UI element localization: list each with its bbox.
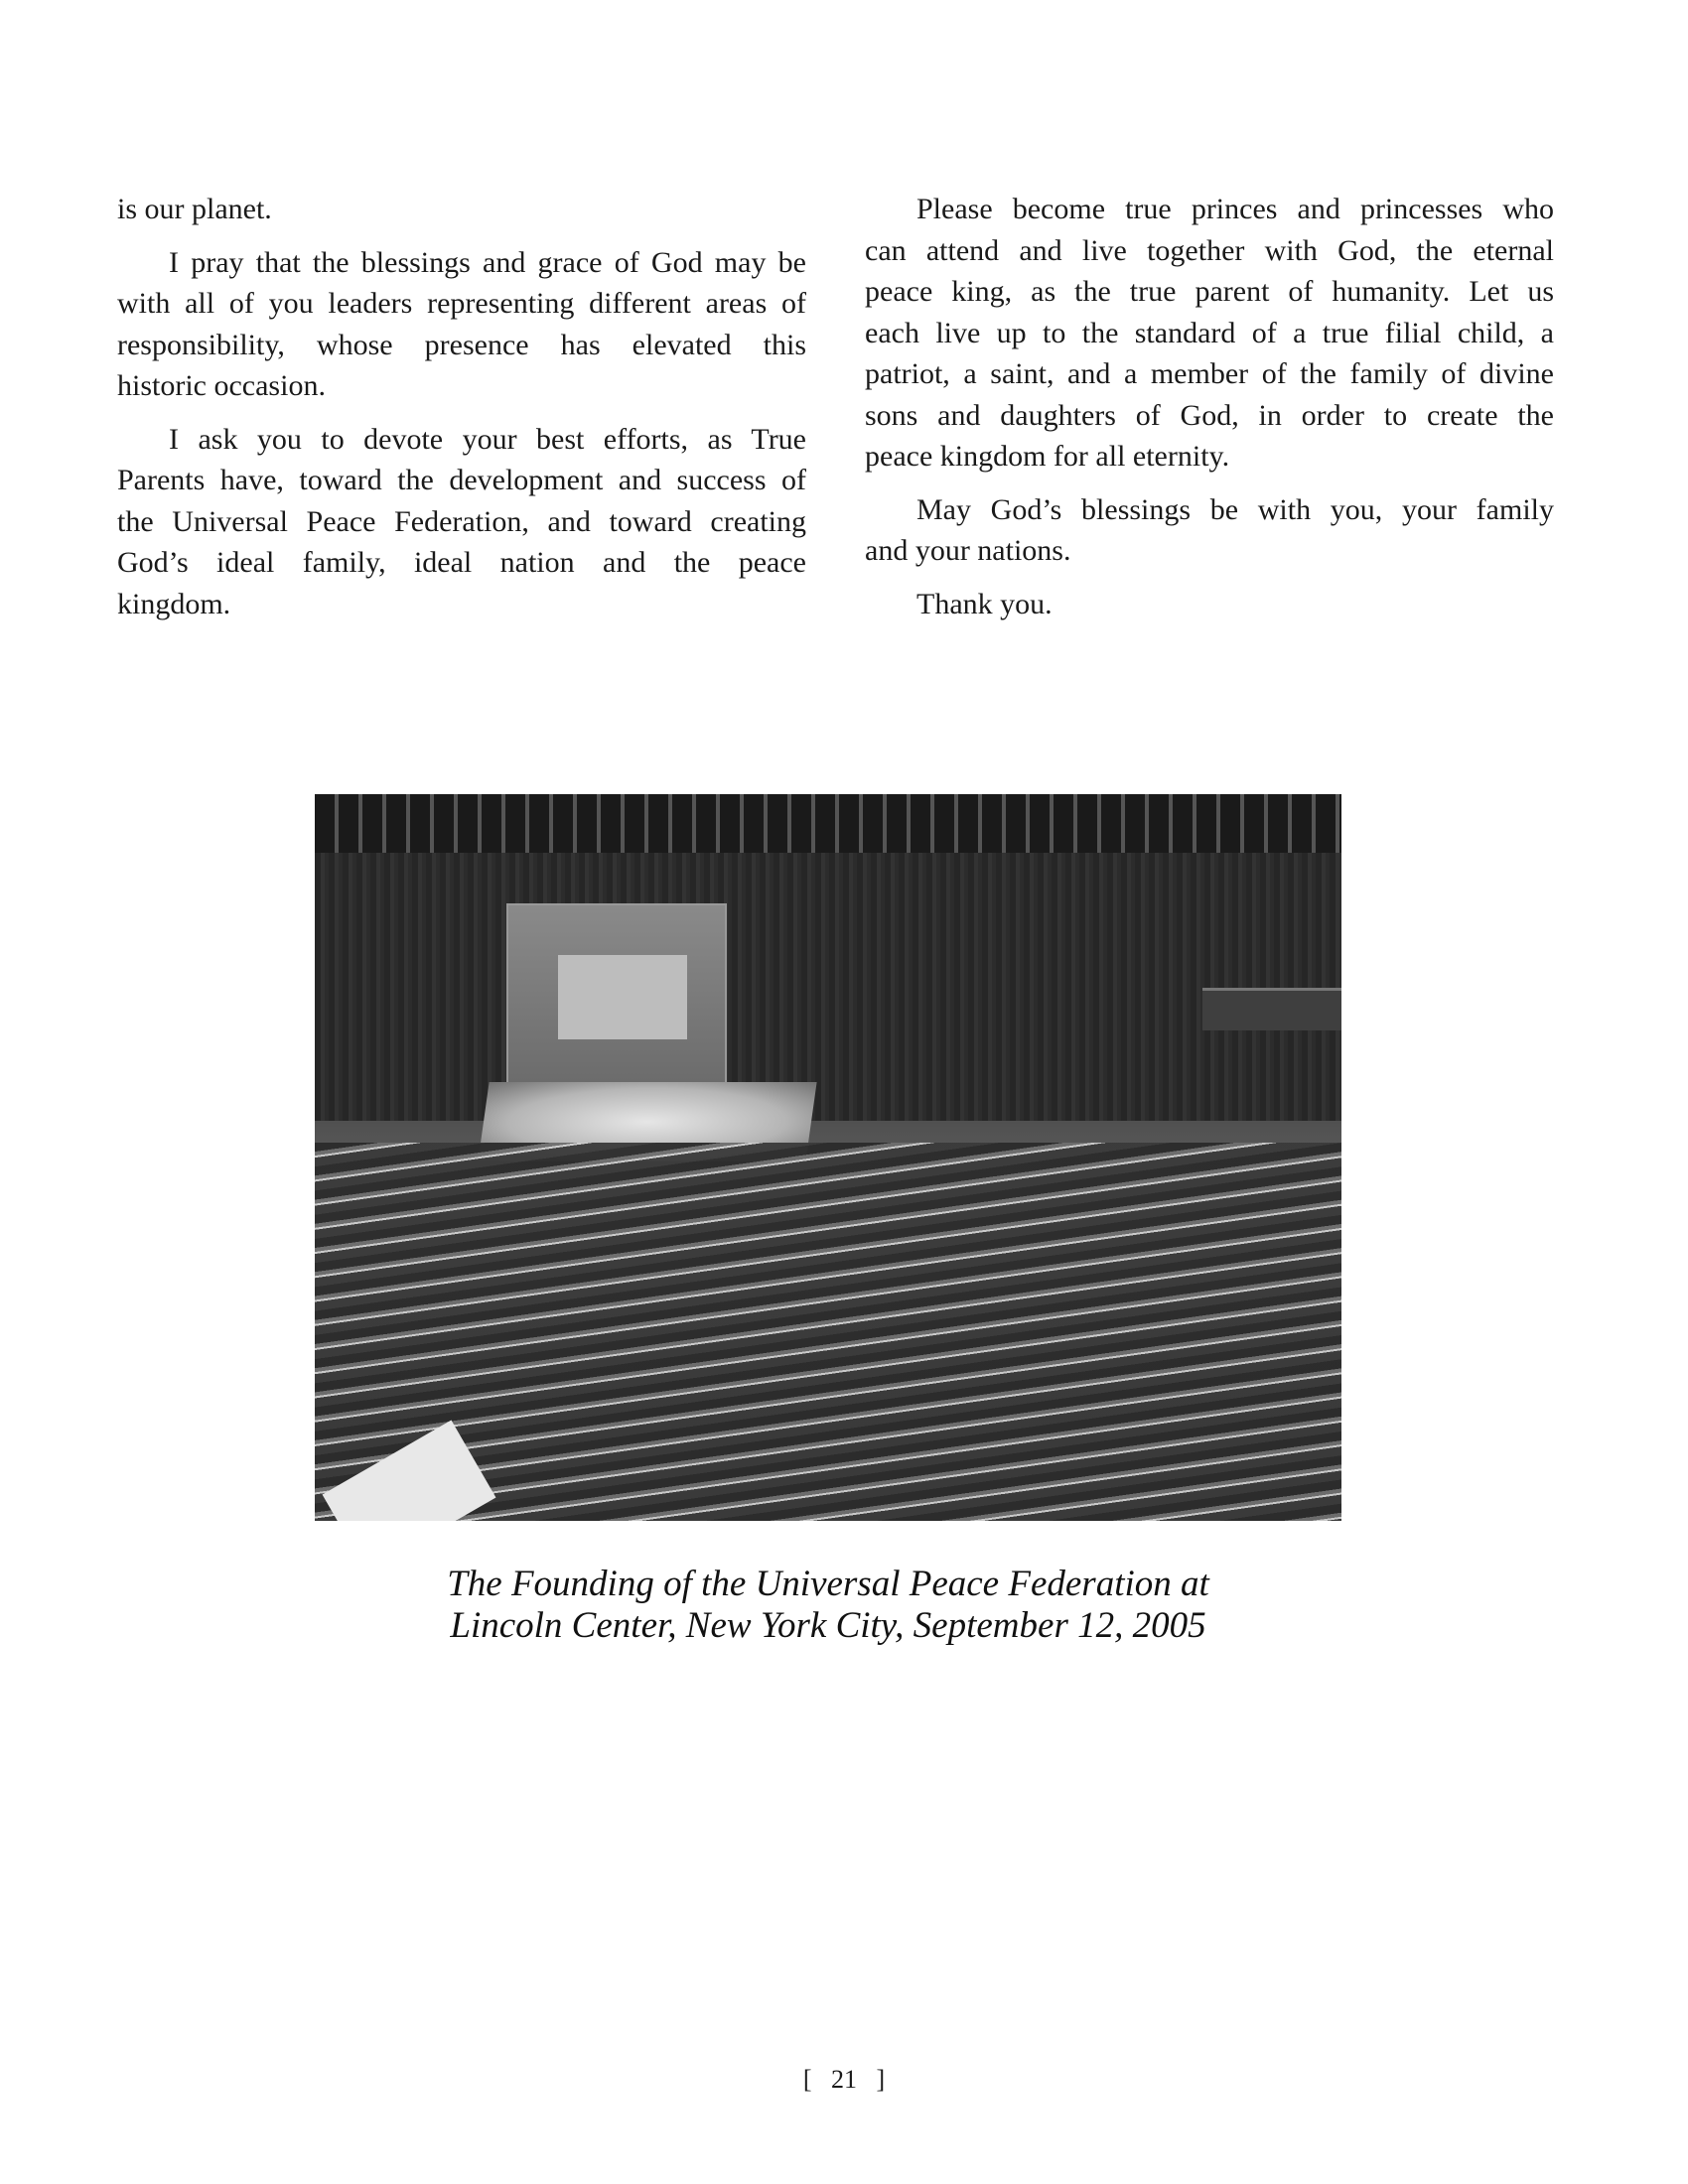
paragraph: [117, 419, 806, 625]
photo-stage-screen: [506, 903, 727, 1096]
text-line: with all of you leaders representing different areas of: [117, 287, 806, 320]
text-line: Please become true princes and princesses who: [916, 193, 1554, 225]
caption-line: Lincoln Center, New York City, September 12, 2005: [450, 1605, 1206, 1646]
text-line: patriot, a saint, and a member of the family of divine: [865, 357, 1554, 390]
text-line: and your nations.: [865, 534, 1071, 567]
photo-balcony: [1202, 988, 1341, 1030]
text-line: the Universal Peace Federation, and toward creating: [117, 504, 806, 538]
photo-ceiling: [315, 794, 1341, 853]
text-line: responsibility, whose presence has elevated this: [117, 328, 806, 361]
text-line: can attend and live together with God, the eternal: [865, 233, 1554, 267]
text-line: I pray that the blessings and grace of God may be: [169, 245, 806, 279]
text-line: God’s ideal family, ideal nation and the peace: [117, 546, 806, 579]
text-line: each live up to the standard of a true filial child, a: [865, 316, 1554, 349]
text-line: peace kingdom for all eternity.: [865, 440, 1230, 473]
paragraph: [117, 242, 806, 407]
text-line: I ask you to devote your best efforts, as True: [169, 422, 806, 456]
photo-caption: [315, 1564, 1341, 1647]
auditorium-photo: [315, 794, 1341, 1521]
text-line: historic occasion.: [117, 369, 326, 402]
page-number: [ 21 ]: [802, 2065, 886, 2094]
text-line: Thank you.: [916, 587, 1053, 620]
text-line: is our planet.: [117, 193, 272, 225]
text-line: Parents have, toward the development and success of: [117, 464, 806, 496]
text-line: kingdom.: [117, 587, 231, 620]
paragraph: [117, 189, 806, 230]
paragraph: [865, 489, 1554, 572]
left-text-column: [117, 189, 806, 636]
text-line: peace king, as the true parent of humanity. Let us: [865, 275, 1554, 308]
right-text-column: [865, 189, 1554, 636]
caption-line: The Founding of the Universal Peace Federation at: [447, 1564, 1209, 1604]
photo-screen-image: [558, 955, 687, 1039]
paragraph: [865, 189, 1554, 478]
text-line: sons and daughters of God, in order to create the: [865, 398, 1554, 432]
text-line: May God’s blessings be with you, your family: [916, 492, 1554, 526]
paragraph: [865, 584, 1554, 625]
